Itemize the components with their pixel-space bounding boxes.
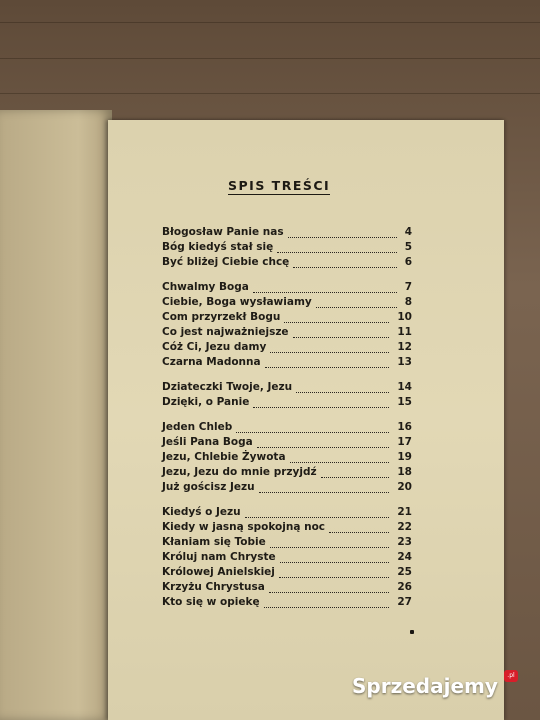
entry-page-number: 4 (404, 226, 412, 238)
entry-page-number: 11 (397, 326, 412, 338)
entry-page-number: 13 (397, 356, 412, 368)
dot-leader (293, 266, 397, 268)
dot-leader (270, 351, 389, 353)
entry-page-number: 20 (397, 481, 412, 493)
dot-leader (316, 306, 397, 308)
toc-entry (162, 341, 412, 356)
dot-leader (293, 336, 389, 338)
entry-page-number: 7 (404, 281, 412, 293)
wood-grain (0, 93, 540, 94)
entry-title: Jezu, Jezu do mnie przyjdź (162, 466, 317, 478)
entry-page-number: 12 (397, 341, 412, 353)
toc-entry (162, 241, 412, 256)
dot-leader (279, 576, 389, 578)
dot-leader (280, 561, 389, 563)
dot-leader (277, 251, 397, 253)
toc-entry (162, 256, 412, 271)
entry-page-number: 16 (397, 421, 412, 433)
entry-title: Krzyżu Chrystusa (162, 581, 265, 593)
dot-leader (270, 546, 389, 548)
dot-leader (321, 476, 389, 478)
table-of-contents (162, 226, 412, 621)
toc-entry (162, 281, 412, 296)
dot-leader (284, 321, 389, 323)
dot-leader (290, 461, 389, 463)
dot-leader (236, 431, 389, 433)
dot-leader (245, 516, 389, 518)
entry-page-number: 27 (397, 596, 412, 608)
entry-page-number: 10 (397, 311, 412, 323)
entry-page-number: 18 (397, 466, 412, 478)
entry-page-number: 25 (397, 566, 412, 578)
entry-title: Co jest najważniejsze (162, 326, 289, 338)
entry-title: Dziateczki Twoje, Jezu (162, 381, 293, 393)
watermark-text: Sprzedajemy (352, 674, 498, 698)
toc-entry (162, 421, 412, 436)
toc-entry (162, 381, 412, 396)
dot-leader (329, 531, 389, 533)
toc-group (162, 506, 412, 611)
toc-entry (162, 566, 412, 581)
entry-title: Kłaniam się Tobie (162, 536, 266, 548)
toc-group (162, 421, 412, 496)
entry-page-number: 15 (397, 396, 412, 408)
entry-page-number: 17 (397, 436, 412, 448)
entry-title: Ciebie, Boga wysławiamy (162, 296, 312, 308)
entry-page-number: 8 (404, 296, 412, 308)
dot-leader (253, 291, 397, 293)
toc-entry (162, 436, 412, 451)
wood-grain (0, 58, 540, 59)
wood-grain (0, 22, 540, 23)
entry-page-number: 14 (397, 381, 412, 393)
toc-entry (162, 506, 412, 521)
toc-entry (162, 481, 412, 496)
entry-title: Dzięki, o Panie (162, 396, 250, 408)
ink-mark (410, 630, 414, 634)
entry-title: Czarna Madonna (162, 356, 261, 368)
watermark-badge: .pl (504, 670, 518, 682)
toc-entry (162, 521, 412, 536)
dot-leader (264, 606, 389, 608)
toc-entry (162, 451, 412, 466)
entry-title: Jeśli Pana Boga (162, 436, 253, 448)
toc-entry (162, 581, 412, 596)
toc-entry (162, 466, 412, 481)
entry-title: Jeden Chleb (162, 421, 233, 433)
dot-leader (253, 406, 389, 408)
entry-title: Już gościsz Jezu (162, 481, 255, 493)
toc-entry (162, 296, 412, 311)
entry-page-number: 26 (397, 581, 412, 593)
toc-group (162, 226, 412, 271)
entry-title: Króluj nam Chryste (162, 551, 276, 563)
entry-title: Królowej Anielskiej (162, 566, 275, 578)
entry-title: Cóż Ci, Jezu damy (162, 341, 267, 353)
toc-entry (162, 551, 412, 566)
entry-title: Com przyrzekł Bogu (162, 311, 281, 323)
entry-title: Kiedy w jasną spokojną noc (162, 521, 326, 533)
toc-entry (162, 396, 412, 411)
entry-page-number: 6 (404, 256, 412, 268)
toc-entry (162, 356, 412, 371)
dot-leader (288, 236, 397, 238)
entry-page-number: 5 (404, 241, 412, 253)
left-page (0, 110, 112, 720)
toc-entry (162, 311, 412, 326)
entry-title: Być bliżej Ciebie chcę (162, 256, 290, 268)
entry-title: Jezu, Chlebie Żywota (162, 451, 286, 463)
dot-leader (259, 491, 389, 493)
entry-title: Kiedyś o Jezu (162, 506, 241, 518)
toc-group (162, 381, 412, 411)
entry-page-number: 19 (397, 451, 412, 463)
entry-page-number: 24 (397, 551, 412, 563)
toc-group (162, 281, 412, 371)
dot-leader (296, 391, 389, 393)
entry-page-number: 22 (397, 521, 412, 533)
entry-title: Bóg kiedyś stał się (162, 241, 274, 253)
entry-title: Błogosław Panie nas (162, 226, 284, 238)
toc-entry (162, 226, 412, 241)
entry-page-number: 23 (397, 536, 412, 548)
entry-page-number: 21 (397, 506, 412, 518)
toc-entry (162, 536, 412, 551)
dot-leader (269, 591, 389, 593)
page-title: SPIS TREŚCI (228, 178, 331, 193)
toc-entry (162, 596, 412, 611)
entry-title: Chwalmy Boga (162, 281, 249, 293)
entry-title: Kto się w opiekę (162, 596, 260, 608)
dot-leader (265, 366, 389, 368)
toc-entry (162, 326, 412, 341)
dot-leader (257, 446, 389, 448)
